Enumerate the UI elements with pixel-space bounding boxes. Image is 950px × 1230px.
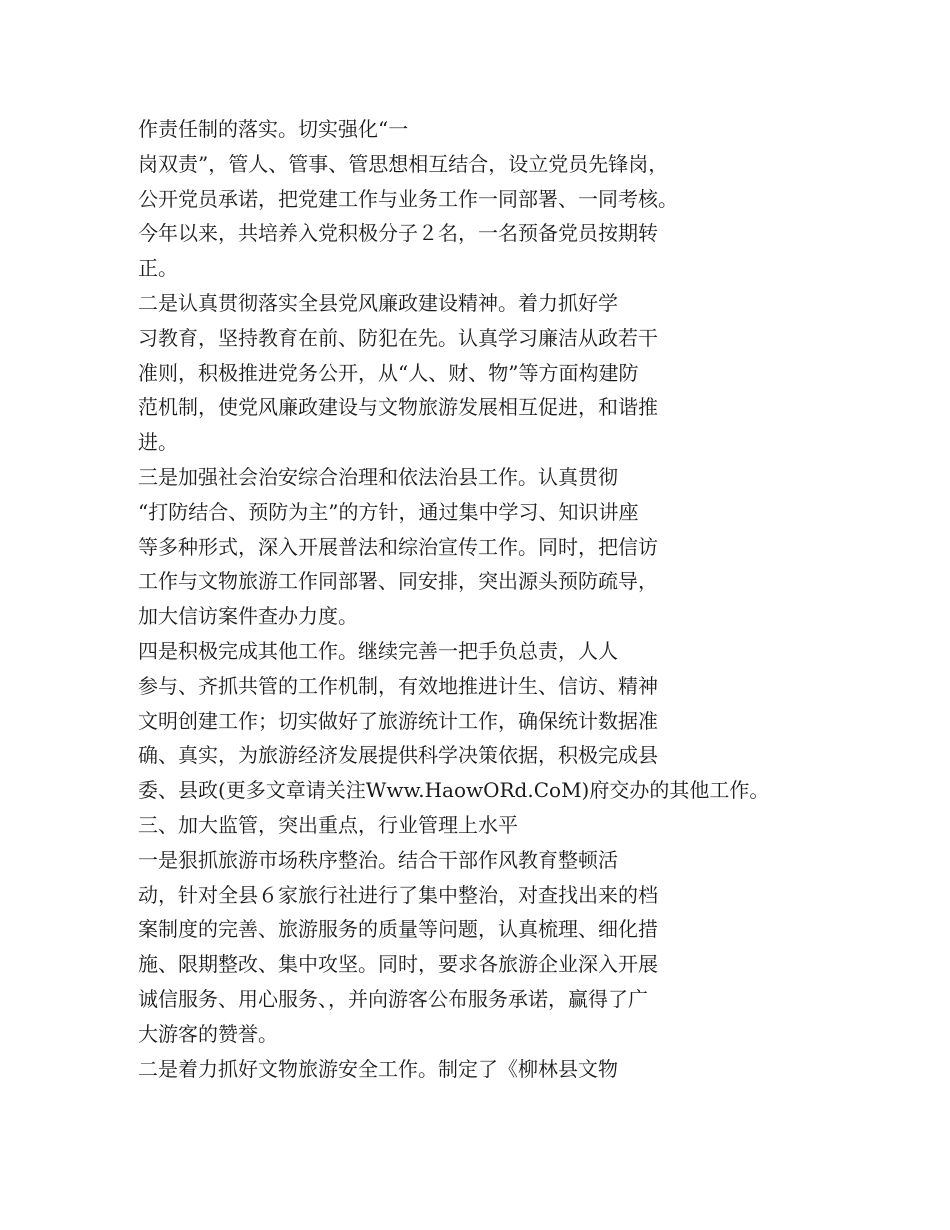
text-line: 加大信访案件查办力度。	[138, 604, 358, 629]
text-line: 委、县政(更多文章请关注Www.HaowORd.CoM)府交办的其他工作。	[138, 778, 770, 803]
text-line: 工作与文物旅游工作同部署、同安排，突出源头预防疏导，	[138, 569, 658, 594]
text-line: 施、限期整改、集中攻坚。同时，要求各旅游企业深入开展	[138, 952, 658, 977]
text-line: 今年以来，共培养入党积极分子２名，一名预备党员按期转	[138, 221, 658, 246]
text-line: 准则，积极推进党务公开，从“人、财、物”等方面构建防	[138, 360, 639, 385]
text-line: 诚信服务、用心服务、，并向游客公布服务承诺，赢得了广	[138, 986, 648, 1011]
text-line: 四是积极完成其他工作。继续完善一把手负总责，人人	[138, 638, 618, 663]
text-line: 案制度的完善、旅游服务的质量等问题，认真梳理、细化措	[138, 917, 658, 942]
text-line: 三是加强社会治安综合治理和依法治县工作。认真贯彻	[138, 464, 618, 489]
text-line: 确、真实，为旅游经济发展提供科学决策依据，积极完成县	[138, 743, 658, 768]
text-line: 一是狠抓旅游市场秩序整治。结合干部作风教育整顿活	[138, 847, 618, 872]
text-line: 文明创建工作；切实做好了旅游统计工作，确保统计数据准	[138, 708, 658, 733]
text-line: 参与、齐抓共管的工作机制，有效地推进计生、信访、精神	[138, 673, 658, 698]
text-line: 习教育，坚持教育在前、防犯在先。认真学习廉洁从政若干	[138, 325, 658, 350]
text-line: 等多种形式，深入开展普法和综治宣传工作。同时，把信访	[138, 534, 658, 559]
text-line: 进。	[138, 430, 178, 455]
text-line: 正。	[138, 256, 178, 281]
text-line: 动，针对全县６家旅行社进行了集中整治，对查找出来的档	[138, 882, 658, 907]
text-line: 岗双责”，管人、管事、管思想相互结合，设立党员先锋岗，	[138, 151, 669, 176]
text-line: 二是认真贯彻落实全县党风廉政建设精神。着力抓好学	[138, 290, 618, 315]
text-line: “打防结合、预防为主”的方针，通过集中学习、知识讲座	[138, 499, 639, 524]
text-line: 作责任制的落实。切实强化“一	[138, 117, 409, 141]
text-line: 范机制，使党风廉政建设与文物旅游发展相互促进，和谐推	[138, 395, 658, 420]
text-line: 公开党员承诺，把党建工作与业务工作一同部署、一同考核。	[138, 186, 678, 211]
document-body	[138, 112, 928, 1086]
text-line: 二是着力抓好文物旅游安全工作。制定了《柳林县文物	[138, 1056, 618, 1081]
text-line: 大游客的赞誉。	[138, 1021, 278, 1046]
section-heading: 三、加大监管，突出重点，行业管理上水平	[138, 812, 518, 837]
